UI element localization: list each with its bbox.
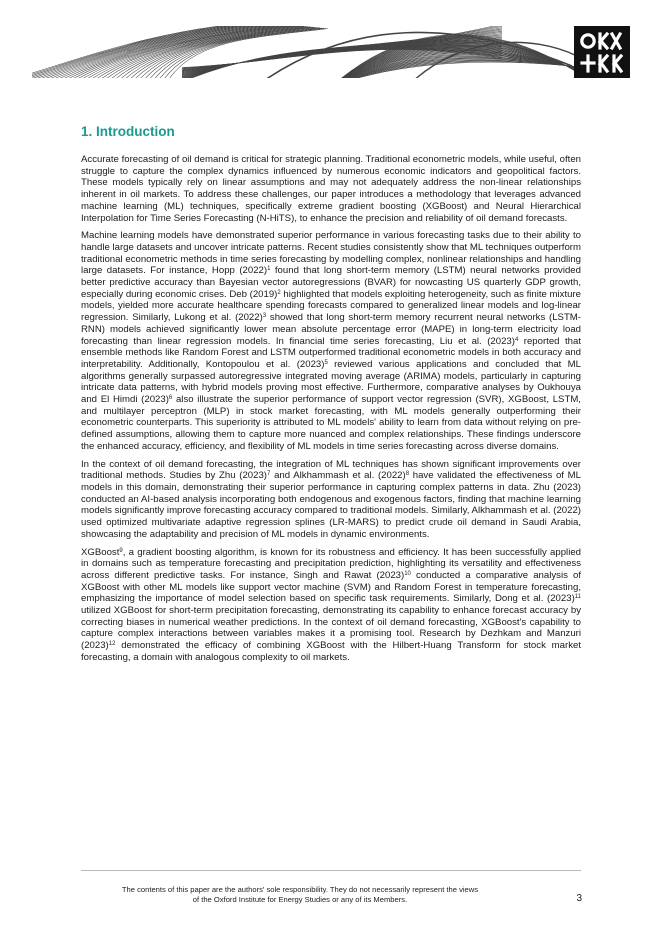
- footer-divider: [81, 870, 581, 871]
- footnote-marker: 9: [119, 547, 123, 554]
- footnote-marker: 12: [108, 641, 116, 648]
- wave-line-art: [32, 26, 630, 78]
- footnote-marker: 7: [267, 471, 271, 478]
- paragraph: Machine learning models have demonstrated superior performance in various forecasting tasks due to their ability to handle large datasets and uncover intricate patterns. Recent studies consistently show that ML techniques outperform traditional econometric methods in time series forecasting by modelling complex, nonlinear relationships and handling large datasets. For instance, Hopp $(2022)^1$ found that long short-term memory (LSTM) neural networks provided better predictive accuracy than Bayesian vector autoregressions (BVAR) for nowcasting US quarterly GDP growth, especially during economic crises. Deb $(2019)^2$ highlighted that models exploiting heterogeneity, such as finite mixture models, yielded more accurate healthcare spending forecasts compared to generalized linear models and log-linear regression. Similarly, Lukong et al. $(2022)^3$ showed that long short-term memory recurrent neural networks (LSTM-RNN) models achieved significantly lower mean absolute percentage error (MAPE) in long-term electricity load forecasting than linear regression models. In financial time series forecasting, Liu et al. $(2023)^4$ reported that ensemble methods like Random Forest and LSTM outperformed traditional econometric models in both accuracy and interpretability. Additionally, Kontopoulou et al. $(2023)^5$ reviewed various applications and concluded that ML algorithms generally surpassed autoregressive integrated moving average (ARIMA) models, particularly in capturing intricate data patterns, with hybrid models proving most effective. Furthermore, comparative analyses by Oukhouya and El Himdi $(2023)^6$ also illustrate the superior performance of support vector regression (SVR), XGBoost, LSTM, and multilayer perceptron (MLP) in stock market forecasting, with ML models generally outperforming their econometric counterparts. This superiority is attributed to ML models' ability to learn from data without relying on pre-defined assumptions, allowing them to capture more nuanced and complex relationships. These findings underscore the enhanced accuracy, efficiency, and flexibility of ML models in time series forecasting across diverse domains.: [81, 230, 581, 452]
- footnote-marker: 11: [574, 594, 581, 601]
- footer-disclaimer-line: of the Oxford Institute for Energy Studies or any of its Members.: [192, 894, 408, 904]
- oies-logo: [574, 26, 630, 78]
- footnote-marker: 1: [267, 266, 271, 273]
- footnote-marker: 5: [324, 359, 328, 366]
- header-wave-banner: [32, 26, 630, 78]
- footnote-marker: 6: [168, 395, 173, 402]
- paragraph: In the context of oil demand forecasting, the integration of ML techniques has shown significant improvements over traditional methods. Studies by Zhu $(2023)^7$ and Alkhammash et al. $(2022)^8$ have validated the effectiveness of ML models in this domain, demonstrating their superior performance in capturing complex patterns in data. Zhu (2023) conducted an AI-based analysis incorporating both endogenous and exogenous factors, finding that machine learning models significantly improve forecasting accuracy compared to traditional models. Similarly, Alkhammash et al. (2022) used optimized multivariate adaptive regression splines (LR-MARS) to predict crude oil demand in Saudi Arabia, showcasing the adaptability and precision of ML models in dynamic environments.: [81, 458, 581, 540]
- section-heading: 1. Introduction: [81, 124, 175, 139]
- page-number: 3: [576, 893, 582, 904]
- paragraph: Accurate forecasting of oil demand is critical for strategic planning. Traditional econometric models, while useful, often struggle to capture the complex dynamics influenced by numerous economic indicators and geopolitical factors. These models typically rely on linear assumptions and may not adequately address the non-linear relationships inherent in oil markets. To address these challenges, our paper introduces a methodology that leverages advanced machine learning (ML) techniques, specifically extreme gradient boosting (XGBoost) and Neural Hierarchical Interpolation for Time Series Forecasting (N-HiTS), to enhance the precision and reliability of oil demand forecasts.: [81, 154, 581, 224]
- footnote-marker: 8: [405, 471, 410, 478]
- section-body: [81, 154, 581, 670]
- footnote-marker: 4: [514, 336, 519, 343]
- paragraph: XGBoost$^9$, a gradient boosting algorithm, is known for its robustness and efficiency. It has been successfully applied in domains such as temperature forecasting and precipitation prediction, highlighting its versatility and effectiveness across different predictive tasks. For instance, Singh and Rawat $(2023)^{10}$ conducted a comparative analysis of XGBoost with other ML models like support vector machine (SVM) and Random Forest in temperature forecasting, emphasizing the importance of model selection based on specific task requirements. Similarly, Dong et al. $(2023)^{11}$ utilized XGBoost for short-term precipitation forecasting, demonstrating its capability to enhance forecast accuracy by correcting biases in numerical weather predictions. In the context of oil demand forecasting, XGBoost's capability to capture complex interactions between variables makes it a promising tool. Research by Dezhkam and Manzuri $(2023)^{12}$ demonstrated the efficacy of combining XGBoost with the Hilbert-Huang Transform for stock market forecasting, a domain with analogous complexity to oil markets.: [81, 546, 581, 663]
- footnote-marker: 10: [404, 570, 411, 577]
- footer-disclaimer: [81, 885, 519, 904]
- footnote-marker: 3: [262, 313, 267, 320]
- logo-mark-icon: [574, 26, 630, 78]
- footnote-marker: 2: [277, 289, 281, 296]
- footer-disclaimer-line: The contents of this paper are the authors' sole responsibility. They do not necessarily represent the views: [121, 885, 479, 894]
